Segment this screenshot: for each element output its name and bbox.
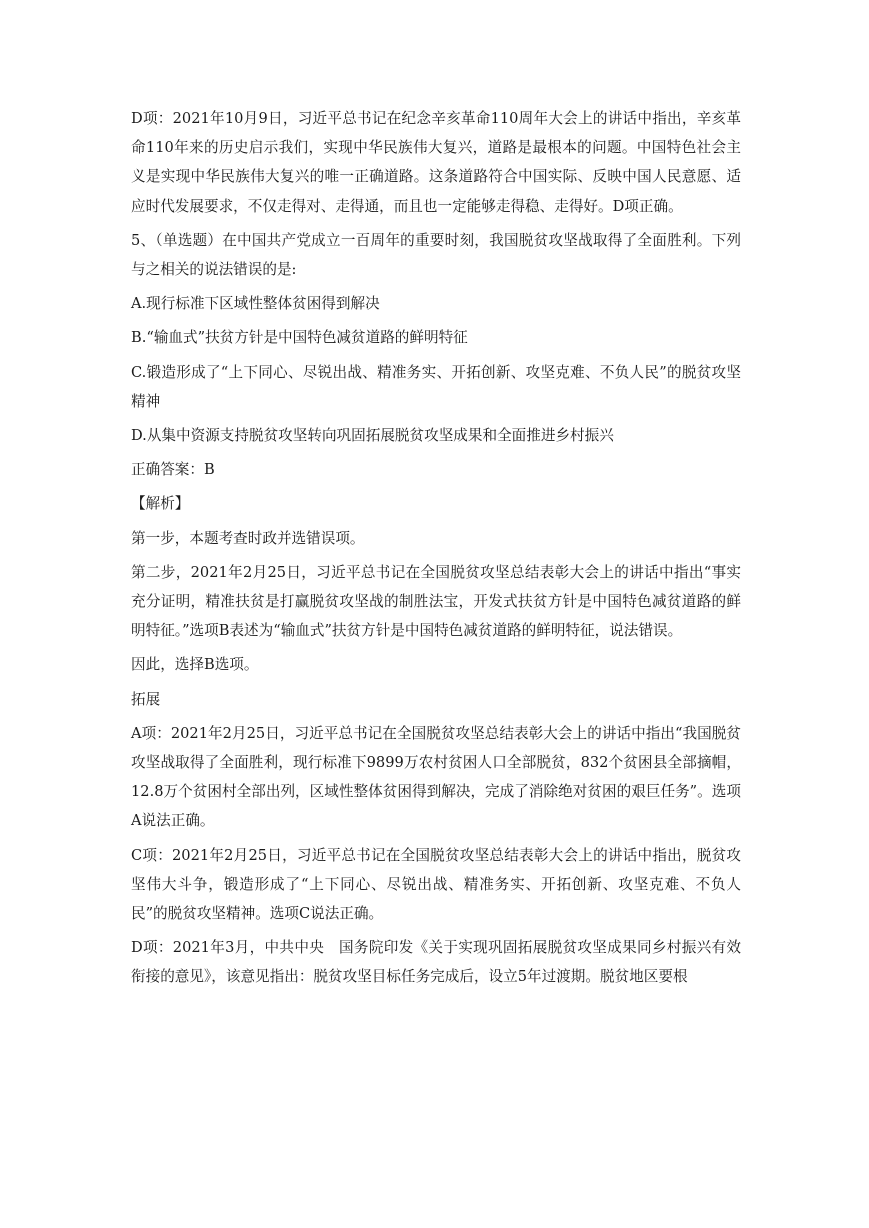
question-5-option-b: B.“输血式”扶贫方针是中国特色减贫道路的鲜明特征: [131, 329, 468, 347]
question-5-option-d: D.从集中资源支持脱贫攻坚转向巩固拓展脱贫攻坚成果和全面推进乡村振兴: [131, 427, 614, 445]
question-5-stem: 5、（单选题）在中国共产党成立一百周年的重要时刻，我国脱贫攻坚战取得了全面胜利。下列与之相关的说法错误的是:: [131, 231, 741, 279]
question-5-option-a: A.现行标准下区域性整体贫困得到解决: [131, 295, 380, 313]
extension-option-c: C项：2021年2月25日，习近平总书记在全国脱贫攻坚总结表彰大会上的讲话中指出，脱贫攻坚伟大斗争，锻造形成了“上下同心、尽锐出战、精准务实、开拓创新、攻坚克难、不负人民”的脱贫攻坚精神。选项C说法正确。: [131, 846, 741, 923]
analysis-conclusion: 因此，选择B选项。: [131, 656, 259, 674]
analysis-heading: 【解析】: [131, 495, 190, 513]
question-5-option-c: C.锻造形成了“上下同心、尽锐出战、精准务实、开拓创新、攻坚克难、不负人民”的脱贫攻坚精神: [131, 363, 741, 410]
extension-option-d: D项：2021年3月，中共中央 国务院印发《关于实现巩固拓展脱贫攻坚成果同乡村振兴有效衔接的意见》，该意见指出：脱贫攻坚目标任务完成后，设立5年过渡期。脱贫地区要根: [131, 939, 741, 986]
paragraph-option-d-explanation: D项：2021年10月9日，习近平总书记在纪念辛亥革命110周年大会上的讲话中指出，辛亥革命110年来的历史启示我们，实现中华民族伟大复兴，道路是最根本的问题。中国特色社会主义是实现中华民族伟大复兴的唯一正确道路。这条道路符合中国实际、反映中国人民意愿、适应时代发展要求，不仅走得对、走得通，而且也一定能够走得稳、走得好。D项正确。: [131, 110, 741, 215]
analysis-step-2: 第二步，2021年2月25日，习近平总书记在全国脱贫攻坚总结表彰大会上的讲话中指出“事实充分证明，精准扶贫是打赢脱贫攻坚战的制胜法宝，开发式扶贫方针是中国特色减贫道路的鲜明特征。”选项B表述为“输血式”扶贫方针是中国特色减贫道路的鲜明特征，说法错误。: [131, 563, 741, 640]
document-body: [131, 104, 741, 997]
extension-option-a: A项：2021年2月25日，习近平总书记在全国脱贫攻坚总结表彰大会上的讲话中指出“我国脱贫攻坚战取得了全面胜利，现行标准下9899万农村贫困人口全部脱贫，832个贫困县全部摘帽，12.8万个贫困村全部出列，区域性整体贫困得到解决，完成了消除绝对贫困的艰巨任务”。选项A说法正确。: [131, 724, 741, 830]
correct-answer: 正确答案：B: [131, 461, 215, 479]
analysis-step-1: 第一步，本题考查时政并选错误项。: [131, 529, 365, 547]
extension-heading: 拓展: [131, 690, 161, 708]
